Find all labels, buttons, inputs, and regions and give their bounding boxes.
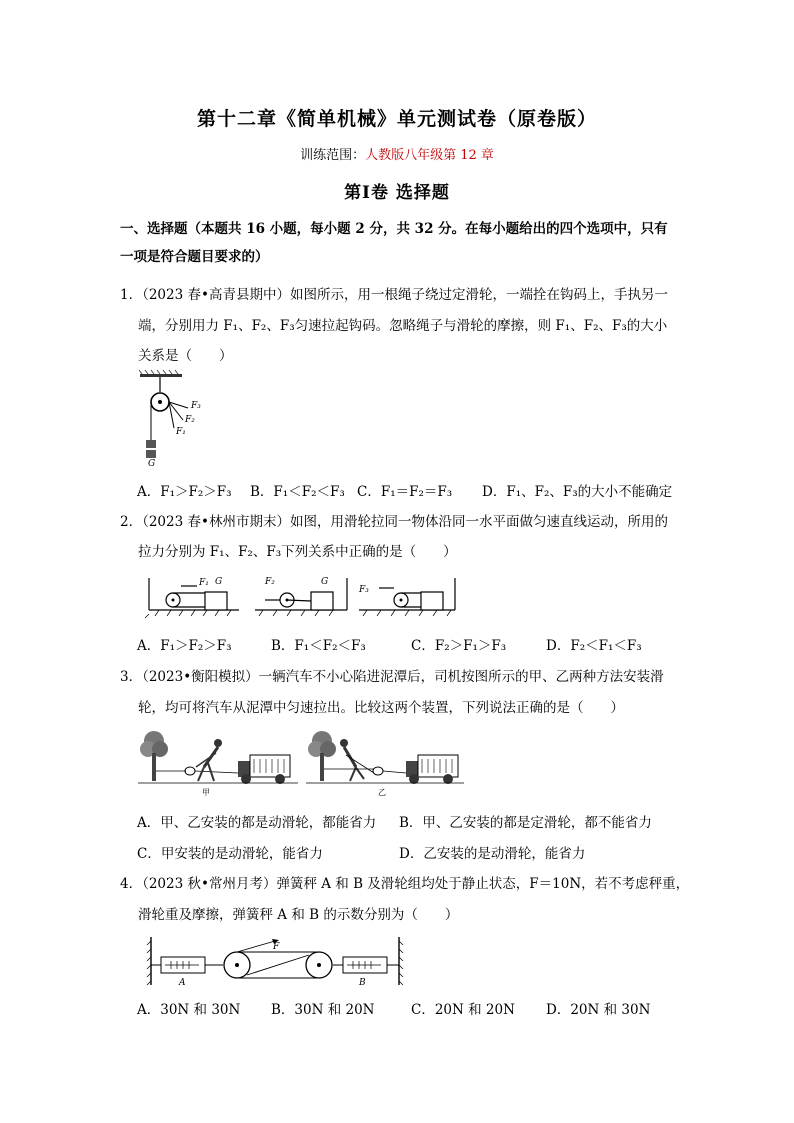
section-instruction-line1: 一、选择题（本题共 16 小题，每小题 2 分，共 32 分。在每小题给出的四个选项中，只有 <box>120 221 668 237</box>
volume-heading: 第Ⅰ卷 选择题 <box>344 183 450 203</box>
q1-stem-line2: 端，分别用力 F₁、F₂、F₃匀速拉起钩码。忽略绳子与滑轮的摩擦，则 F₁、F₂、F₃的大小 <box>138 318 668 334</box>
q1-label-f2: F₂ <box>185 415 195 425</box>
q3-option-d[interactable]: D．乙安装的是动滑轮，能省力 <box>399 846 586 862</box>
q1-label-f1: F₁ <box>176 427 186 437</box>
q1-stem-line1: 1．（2023 春•高青县期中）如图所示，用一根绳子绕过定滑轮，一端拴在钩码上，手执另一 <box>120 287 668 303</box>
q1-option-c[interactable]: C．F₁＝F₂＝F₃ <box>357 484 453 500</box>
q2-option-a[interactable]: A．F₁＞F₂＞F₃ <box>137 638 232 654</box>
q1-option-d[interactable]: D．F₁、F₂、F₃的大小不能确定 <box>482 484 673 500</box>
q3-stem-line2: 轮，均可将汽车从泥潭中匀速拉出。比较这两个装置，下列说法正确的是（ ） <box>138 700 624 716</box>
q2-label-g2: G <box>321 577 329 587</box>
q2-stem-line1: 2．（2023 春•林州市期末）如图，用滑轮拉同一物体沿同一水平面做匀速直线运动，所用的 <box>120 514 668 530</box>
q4-option-d[interactable]: D．20N 和 30N <box>546 1002 651 1018</box>
q2-label-f1: F₁ <box>199 578 209 588</box>
q1-option-a[interactable]: A．F₁＞F₂＞F₃ <box>137 484 232 500</box>
q4-option-c[interactable]: C．20N 和 20N <box>411 1002 515 1018</box>
q3-option-a[interactable]: A．甲、乙安装的都是动滑轮，都能省力 <box>137 815 377 831</box>
q1-stem-line3: 关系是（ ） <box>138 348 233 364</box>
q3-stem-line1: 3．（2023•衡阳模拟）一辆汽车不小心陷进泥潭后，司机按图所示的甲、乙两种方法安装滑 <box>120 669 664 685</box>
q1-label-f3: F₃ <box>191 401 201 411</box>
q2-option-d[interactable]: D．F₂＜F₁＜F₃ <box>546 638 642 654</box>
subtitle-range: 人教版八年级第 12 章 <box>365 148 494 163</box>
section-instruction-line2: 一项是符合题目要求的） <box>120 249 269 265</box>
q4-option-a[interactable]: A．30N 和 30N <box>137 1002 241 1018</box>
q2-stem-line2: 拉力分别为 F₁、F₂、F₃下列关系中正确的是（ ） <box>138 544 457 560</box>
q3-car-pulley-figure <box>138 725 464 797</box>
q2-label-f2: F₂ <box>265 577 275 587</box>
q4-label-b: B <box>359 978 366 988</box>
q3-scene-yi <box>306 731 464 797</box>
q1-fixed-pulley-figure <box>138 370 218 469</box>
q3-scene-jia <box>138 731 298 797</box>
q1-label-g: G <box>148 459 156 469</box>
q4-option-b[interactable]: B．30N 和 20N <box>271 1002 375 1018</box>
q3-option-b[interactable]: B．甲、乙安装的都是定滑轮，都不能省力 <box>399 815 652 831</box>
q2-horizontal-pulley-figure <box>147 570 467 618</box>
q2-option-b[interactable]: B．F₁＜F₂＜F₃ <box>271 638 366 654</box>
subtitle-prefix: 训练范围： <box>300 148 366 163</box>
page-subtitle <box>0 144 794 163</box>
q4-stem-line2: 滑轮重及摩擦，弹簧秤 A 和 B 的示数分别为（ ） <box>138 907 459 923</box>
q2-label-f3: F₃ <box>359 585 369 595</box>
q4-pulley-block-figure <box>147 935 407 990</box>
q1-option-b[interactable]: B．F₁＜F₂＜F₃ <box>250 484 345 500</box>
q2-label-g1: G <box>215 577 223 587</box>
q4-label-a: A <box>179 978 186 988</box>
q3-label-jia: 甲 <box>202 788 210 797</box>
q4-stem-line1: 4．（2023 秋•常州月考）弹簧秤 A 和 B 及滑轮组均处于静止状态，F＝10N，若不考虑秤重， <box>120 876 690 892</box>
page-title: 第十二章《简单机械》单元测试卷（原卷版） <box>196 108 597 130</box>
q2-option-c[interactable]: C．F₂＞F₁＞F₃ <box>411 638 507 654</box>
q4-label-f: F <box>273 942 280 952</box>
q3-label-yi: 乙 <box>378 788 386 797</box>
q3-option-c[interactable]: C．甲安装的是动滑轮，能省力 <box>137 846 323 862</box>
